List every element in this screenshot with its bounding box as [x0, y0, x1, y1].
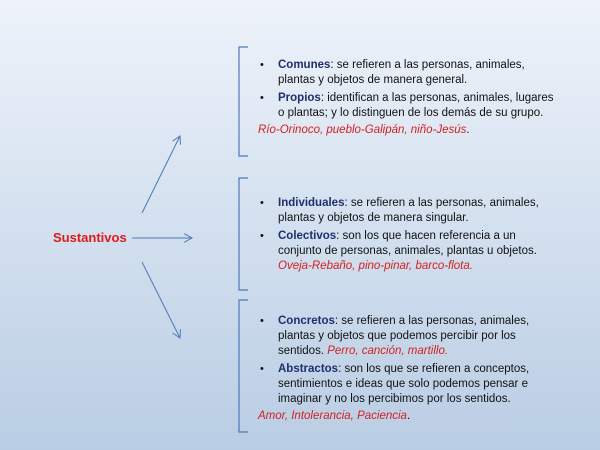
term-label: Propios: [278, 92, 321, 104]
brace-middle-group: [239, 178, 248, 290]
list-item: [258, 58, 558, 88]
root-concept-label: Sustantivos: [53, 230, 127, 245]
brace-top-group: [239, 47, 248, 156]
bullet-icon: •: [260, 230, 264, 242]
example-line: [258, 409, 558, 424]
example-text: Perro, canción, martillo.: [327, 345, 449, 357]
example-text: Amor, Intolerancia, Paciencia: [258, 410, 407, 422]
term-label: Concretos: [278, 315, 335, 327]
term-label: Comunes: [278, 59, 331, 71]
bullet-icon: •: [260, 92, 264, 104]
definition-text: : se refieren a las personas, animales, plantas y objetos que podemos percibir por los sentidos.: [278, 315, 530, 357]
definition-text: : se refieren a las personas, animales, plantas y objetos de manera singular.: [278, 197, 539, 224]
group-concretos-abstractos: [258, 314, 558, 424]
term-label: Individuales: [278, 197, 345, 209]
arrow-to-bottom-group: [142, 262, 180, 338]
definition-text: : son los que se refieren a conceptos, sentimientos e ideas que solo podemos pensar e imaginar y no los percibimos por los sentidos.: [278, 363, 530, 405]
definition-text: : son los que hacen referencia a un conjunto de personas, animales, plantas u objetos.: [278, 230, 537, 257]
bullet-icon: •: [260, 315, 264, 327]
term-label: Abstractos: [278, 363, 339, 375]
example-period: .: [466, 124, 470, 136]
list-item: [258, 91, 558, 121]
bullet-icon: •: [260, 363, 264, 375]
term-label: Colectivos: [278, 230, 337, 242]
list-item: [258, 196, 558, 226]
bullet-icon: •: [260, 59, 264, 71]
example-text: Río-Orinoco, pueblo-Galipán, niño-Jesús: [258, 124, 467, 136]
definition-text: : se refieren a las personas, animales, plantas y objetos de manera general.: [278, 59, 525, 86]
list-item: [258, 229, 558, 274]
example-line: [258, 123, 558, 138]
arrow-to-top-group: [142, 136, 180, 213]
group-comunes-propios: [258, 58, 558, 138]
group-individuales-colectivos: [258, 196, 558, 277]
list-item: [258, 314, 558, 359]
definition-text: : identifican a las personas, animales, lugares o plantas; y lo distinguen de los demás de su grupo.: [278, 92, 554, 119]
brace-bottom-group: [239, 300, 248, 432]
bullet-icon: •: [260, 197, 264, 209]
list-item: [258, 362, 558, 407]
example-text: Oveja-Rebaño, pino-pinar, barco-flota.: [278, 260, 473, 272]
example-period: .: [406, 410, 411, 422]
